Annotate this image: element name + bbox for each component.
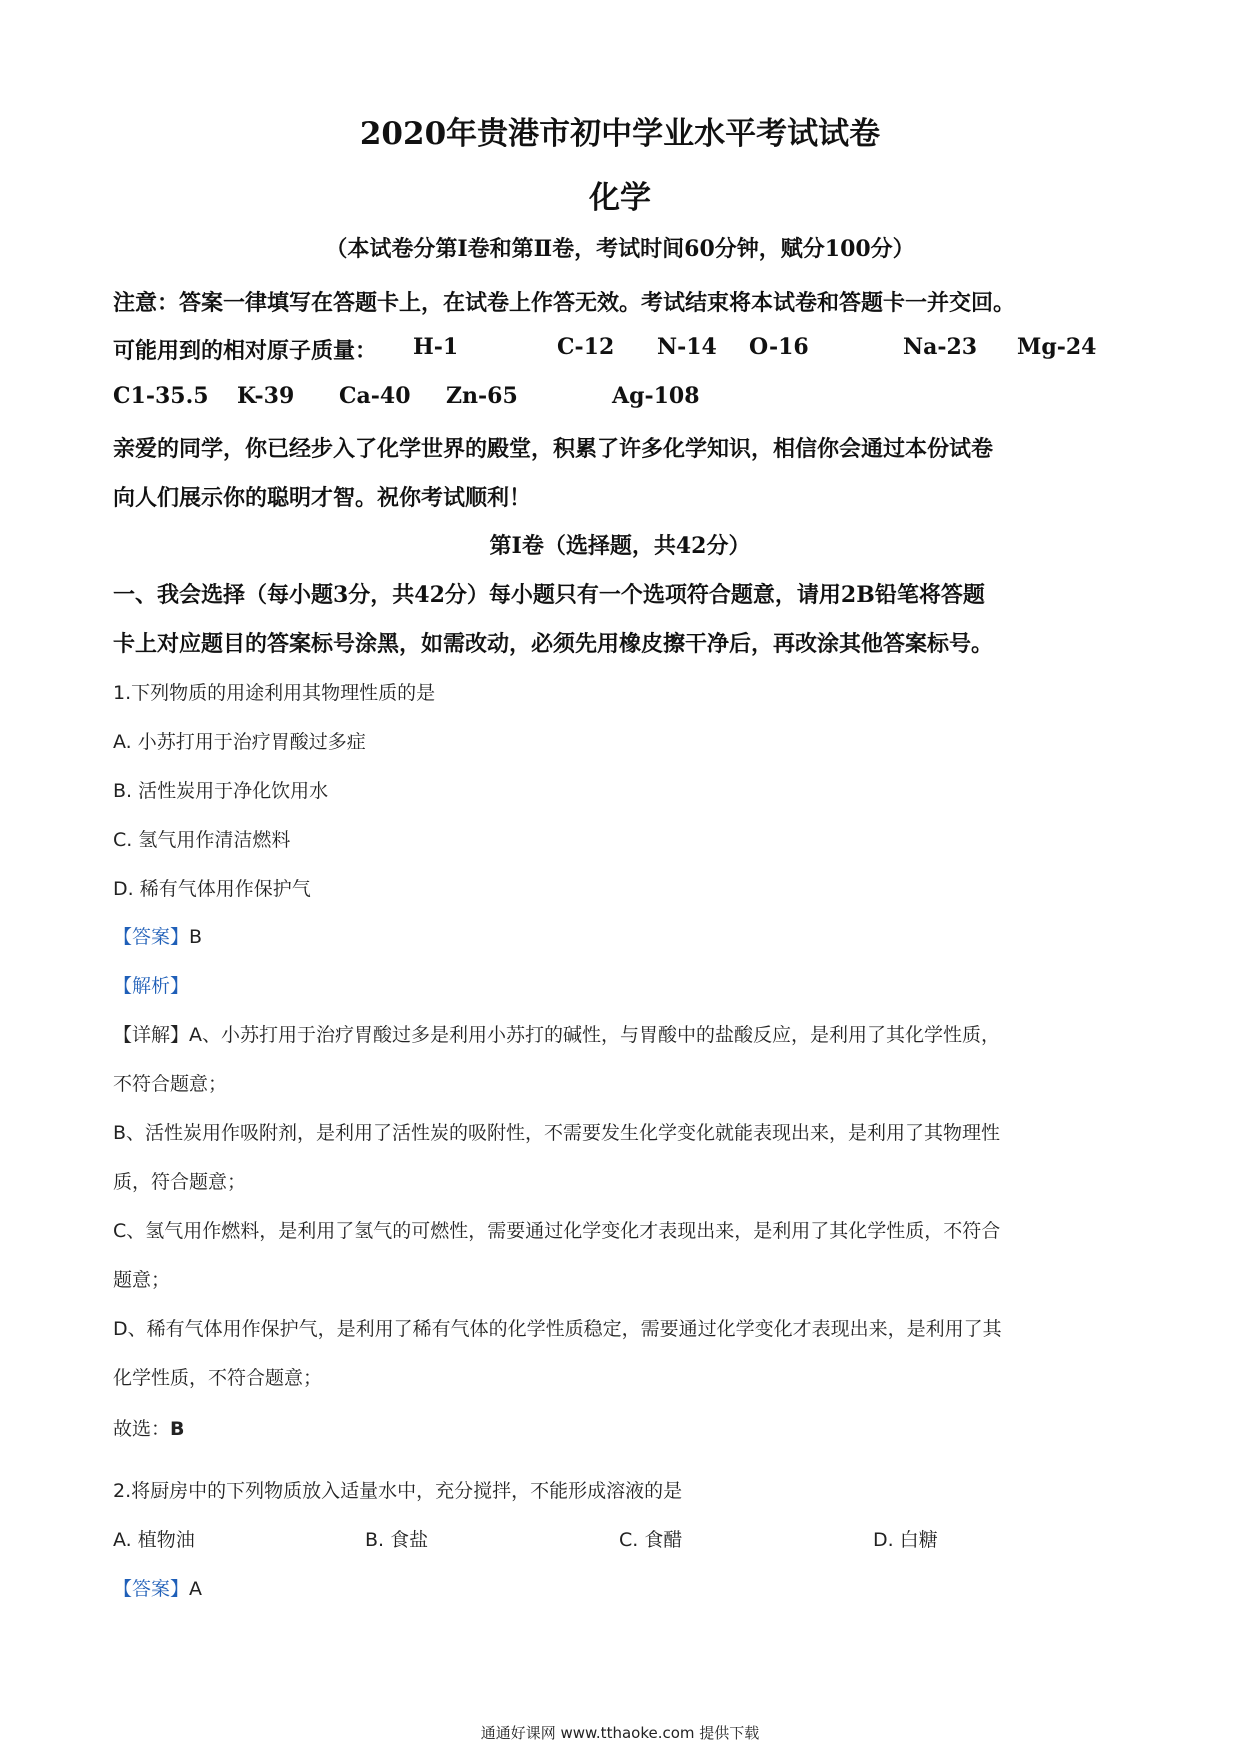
detail-line: 题意； [113,1269,171,1291]
atomic-mass-item: O-16 [749,334,809,360]
answer-tag: 【答案】 [113,926,190,948]
section-title: 第Ⅰ卷（选择题，共42分） [489,533,751,559]
atomic-mass-item: Mg-24 [1017,334,1097,360]
answer-line [113,922,202,949]
subject-title: 化学 [589,180,651,216]
conclusion-value: B [170,1418,185,1440]
answer-value: A [189,1578,203,1600]
detail-line: 化学性质，不符合题意； [113,1367,323,1389]
answer-line [113,1574,202,1601]
atomic-mass-item: C-12 [557,334,615,360]
greeting-line: 亲爱的同学，你已经步入了化学世界的殿堂，积累了许多化学知识，相信你会通过本份试卷 [113,436,994,462]
detail-line: B、活性炭用作吸附剂，是利用了活性炭的吸附性，不需要发生化学变化就能表现出来，是利用了其物理性 [113,1122,1001,1144]
analysis-tag: 【解析】 [113,975,190,997]
atomic-mass-item: N-14 [657,334,717,360]
option-d: D. 稀有气体用作保护气 [113,878,311,900]
section-instruction: 一、我会选择（每小题3分，共42分）每小题只有一个选项符合题意，请用2B铅笔将答题 [113,582,985,608]
option-b: B. 活性炭用于净化饮用水 [113,780,329,802]
option-c: C. 氢气用作清洁燃料 [113,829,291,851]
exam-info: （本试卷分第Ⅰ卷和第Ⅱ卷，考试时间60分钟，赋分100分） [325,236,915,262]
option-a: A. 小苏打用于治疗胃酸过多症 [113,731,366,753]
question-stem: 2.将厨房中的下列物质放入适量水中，充分搅拌，不能形成溶液的是 [113,1480,683,1502]
detail-line: 不符合题意； [113,1073,228,1095]
option-a: A. 植物油 [113,1529,195,1551]
option-b: B. 食盐 [365,1529,429,1551]
detail-line: 质，符合题意； [113,1171,247,1193]
option-c: C. 食醋 [619,1529,683,1551]
atomic-mass-item: Ag-108 [612,383,700,409]
exam-title: 2020年贵港市初中学业水平考试试卷 [359,116,881,152]
notice: 注意：答案一律填写在答题卡上，在试卷上作答无效。考试结束将本试卷和答题卡一并交回。 [113,290,1016,316]
detail-line: D、稀有气体用作保护气，是利用了稀有气体的化学性质稳定，需要通过化学变化才表现出来，是利用了其 [113,1318,1002,1340]
atomic-mass-item: Zn-65 [446,383,518,409]
atomic-mass-item: H-1 [413,334,459,360]
section-instruction: 卡上对应题目的答案标号涂黑，如需改动，必须先用橡皮擦干净后，再改涂其他答案标号。 [113,631,994,657]
atomic-mass-item: Ca-40 [339,383,411,409]
answer-value: B [189,926,203,948]
atomic-mass-item: K-39 [237,383,295,409]
detail-line: C、氢气用作燃料，是利用了氢气的可燃性，需要通过化学变化才表现出来，是利用了其化学性质，不符合 [113,1220,1001,1242]
answer-tag: 【答案】 [113,1578,190,1600]
option-d: D. 白糖 [873,1529,938,1551]
footer-text: 通通好课网 www.tthaoke.com 提供下载 [480,1724,760,1742]
detail-line: 【详解】A、小苏打用于治疗胃酸过多是利用小苏打的碱性，与胃酸中的盐酸反应，是利用了其化学性质， [113,1024,1001,1046]
atomic-mass-item: Na-23 [903,334,978,360]
atomic-mass-item: C1-35.5 [113,383,209,409]
conclusion-line [113,1414,185,1441]
greeting-line: 向人们展示你的聪明才智。祝你考试顺利！ [113,485,532,511]
atomic-mass-label: 可能用到的相对原子质量： [113,338,378,364]
conclusion-label: 故选： [113,1418,171,1440]
atomic-mass-row-1 [113,334,1097,365]
question-stem: 1.下列物质的用途利用其物理性质的是 [113,682,436,704]
